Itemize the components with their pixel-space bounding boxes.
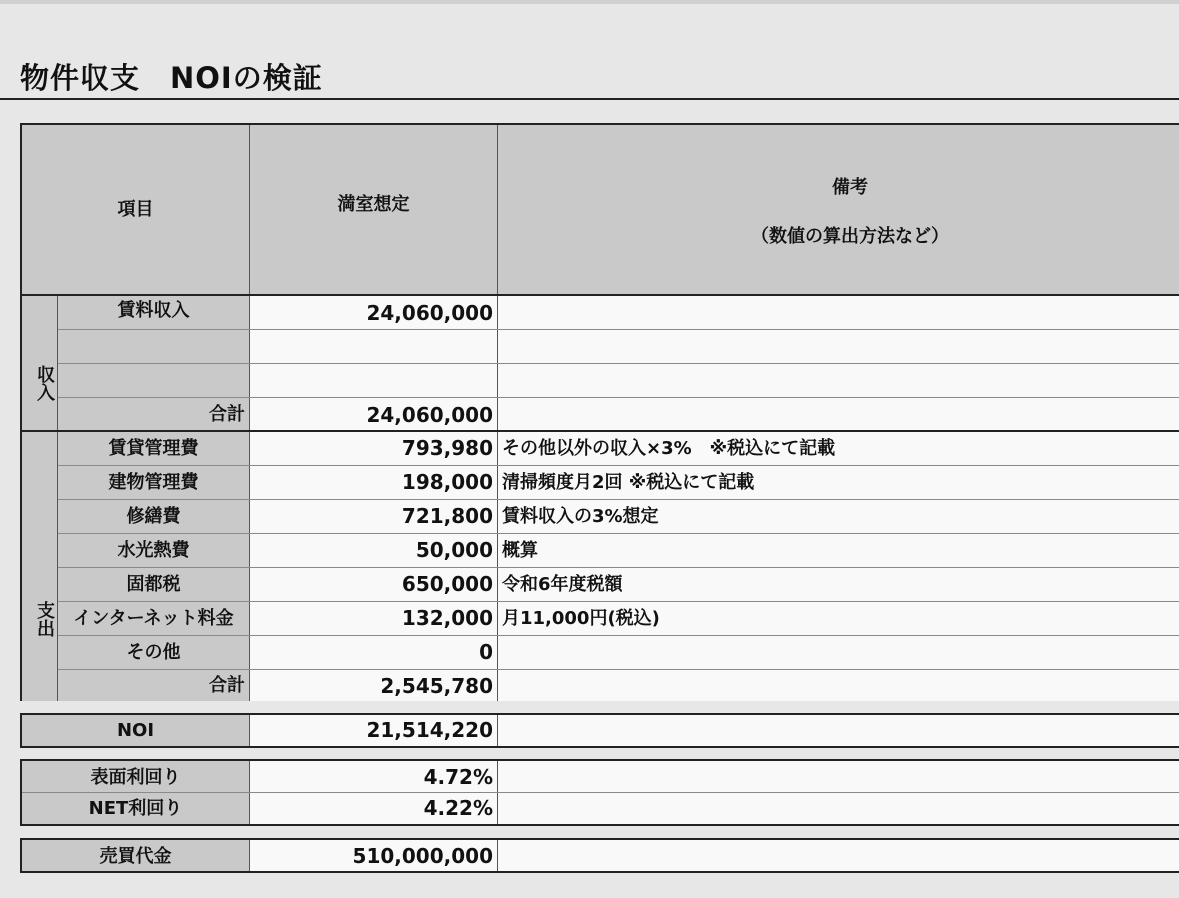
noi-value[interactable]: 21,514,220 [250, 715, 498, 746]
title-bar [0, 4, 1179, 100]
expense-row-value[interactable]: 198,000 [250, 466, 498, 499]
income-row-note[interactable] [498, 296, 1179, 329]
expense-total-label: 合計 [58, 670, 250, 701]
income-category: 収入 [22, 296, 58, 430]
yield-label-net: NET利回り [22, 793, 250, 824]
expense-total-note[interactable] [498, 670, 1179, 701]
price-row [20, 838, 1179, 873]
header-remarks: 備考 [832, 177, 868, 198]
income-row-value[interactable] [250, 330, 498, 363]
expense-row-note[interactable]: 令和6年度税額 [498, 568, 1179, 601]
header-remarks-sub: （数値の算出方法など） [751, 226, 949, 247]
expense-row-value[interactable]: 132,000 [250, 602, 498, 635]
expense-row-note[interactable]: 概算 [498, 534, 1179, 567]
expense-category: 支出 [22, 432, 58, 701]
expense-row-label: 水光熱費 [58, 534, 250, 567]
noi-row [20, 713, 1179, 748]
expense-row-note[interactable]: 賃料収入の3%想定 [498, 500, 1179, 533]
price-value[interactable]: 510,000,000 [250, 840, 498, 871]
header-full-occupancy: 満室想定 [250, 125, 498, 295]
expense-total-value[interactable]: 2,545,780 [250, 670, 498, 701]
income-total-note[interactable] [498, 398, 1179, 430]
expense-row-label: 建物管理費 [58, 466, 250, 499]
income-row-label [58, 364, 250, 397]
page-title: 物件収支 NOIの検証 [20, 61, 323, 95]
expense-row-note[interactable]: 月11,000円(税込) [498, 602, 1179, 635]
price-note[interactable] [498, 840, 1179, 871]
expense-row-note[interactable]: 清掃頻度月2回 ※税込にて記載 [498, 466, 1179, 499]
income-row-value[interactable] [250, 364, 498, 397]
noi-table [20, 123, 1179, 701]
income-total-label: 合計 [58, 398, 250, 430]
yield-table [20, 759, 1179, 826]
header-remarks-cell [498, 125, 1179, 295]
expense-row-note[interactable]: その他以外の収入×3% ※税込にて記載 [498, 432, 1179, 465]
header-item: 項目 [22, 125, 250, 295]
expense-row-note[interactable] [498, 636, 1179, 669]
expense-row-value[interactable]: 721,800 [250, 500, 498, 533]
income-row-note[interactable] [498, 364, 1179, 397]
expense-row-label: その他 [58, 636, 250, 669]
expense-row-value[interactable]: 0 [250, 636, 498, 669]
income-row-value[interactable]: 24,060,000 [250, 296, 498, 329]
income-row-label: 賃料収入 [58, 296, 250, 329]
expense-row-value[interactable]: 50,000 [250, 534, 498, 567]
yield-note-gross[interactable] [498, 761, 1179, 792]
yield-value-gross[interactable]: 4.72% [250, 761, 498, 792]
expense-row-label: インターネット料金 [58, 602, 250, 635]
expense-row-value[interactable]: 793,980 [250, 432, 498, 465]
income-row-note[interactable] [498, 330, 1179, 363]
noi-note[interactable] [498, 715, 1179, 746]
expense-row-value[interactable]: 650,000 [250, 568, 498, 601]
noi-label: NOI [22, 715, 250, 746]
expense-row-label: 修繕費 [58, 500, 250, 533]
yield-label-gross: 表面利回り [22, 761, 250, 792]
income-total-value[interactable]: 24,060,000 [250, 398, 498, 430]
price-label: 売買代金 [22, 840, 250, 871]
yield-note-net[interactable] [498, 793, 1179, 824]
expense-row-label: 賃貸管理費 [58, 432, 250, 465]
income-row-label [58, 330, 250, 363]
yield-value-net[interactable]: 4.22% [250, 793, 498, 824]
expense-row-label: 固都税 [58, 568, 250, 601]
